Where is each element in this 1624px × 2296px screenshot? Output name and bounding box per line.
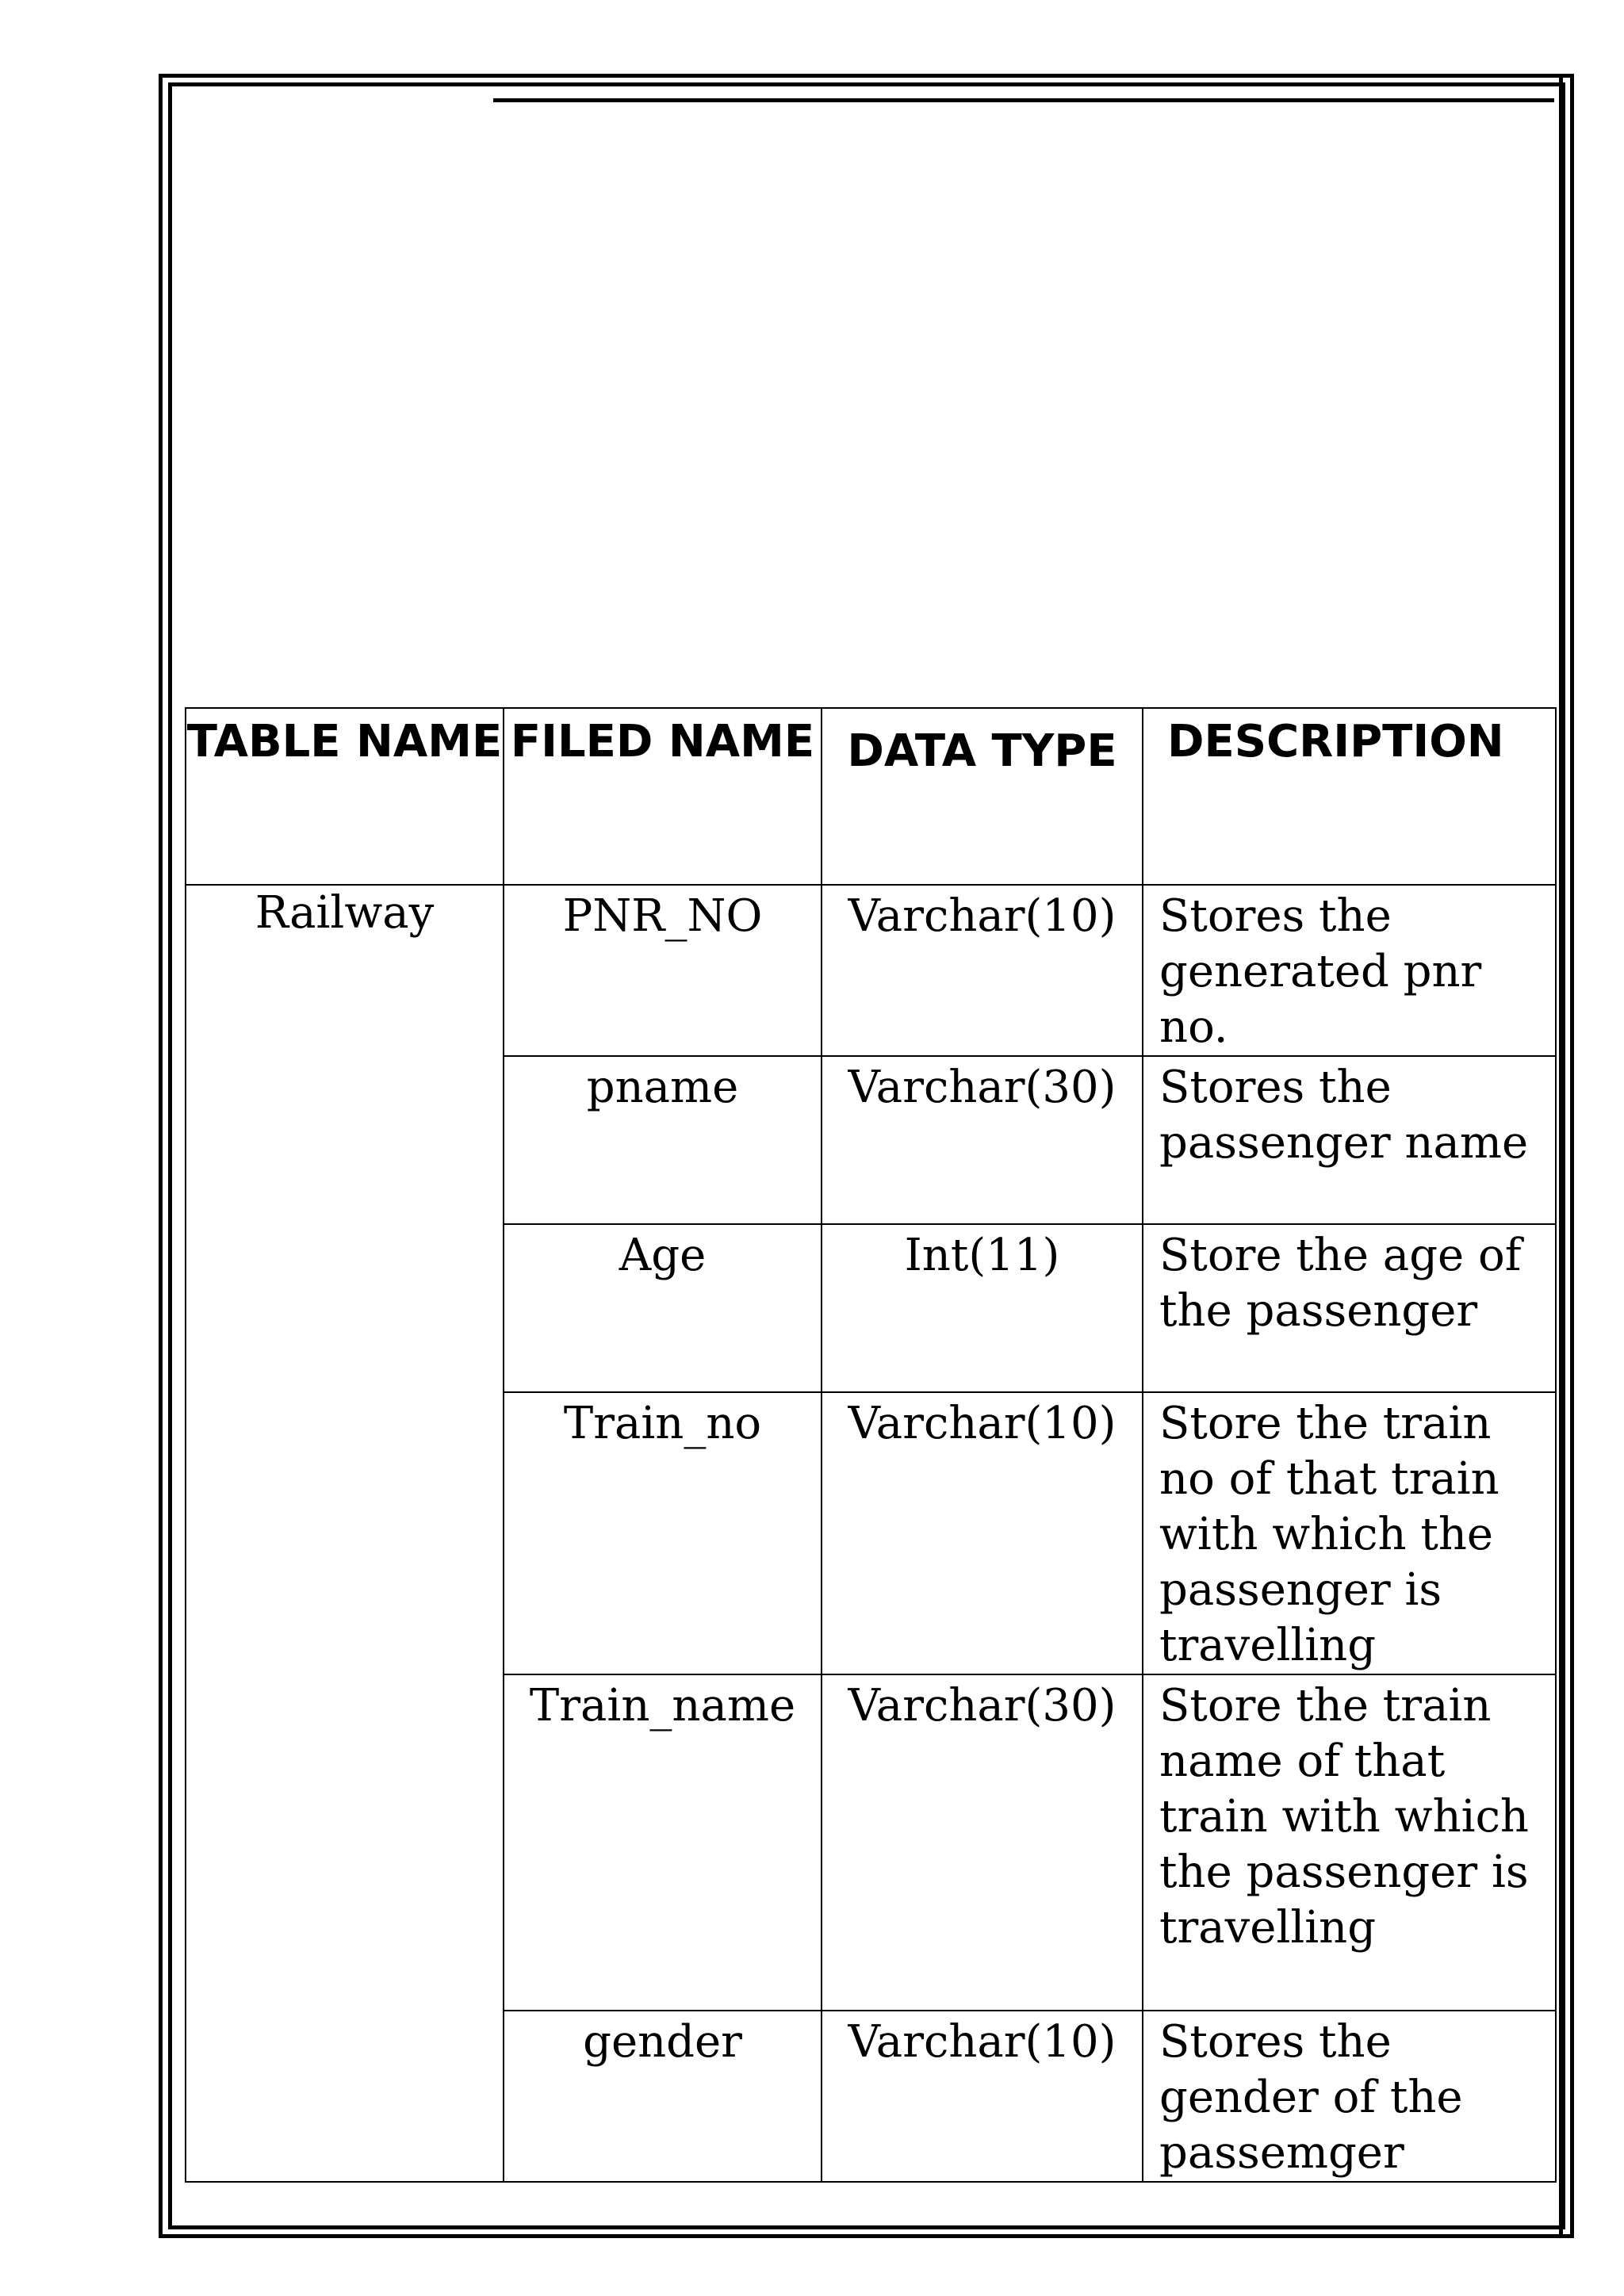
type-cell: Varchar(10) xyxy=(822,885,1143,1056)
description-cell: Stores the generated pnr no. xyxy=(1143,885,1556,1056)
table-row xyxy=(186,885,1556,1056)
field-cell: gender xyxy=(504,2011,822,2182)
field-cell: Age xyxy=(504,1224,822,1392)
type-cell: Varchar(30) xyxy=(822,1056,1143,1224)
description-cell: Store the age of the passenger xyxy=(1143,1224,1556,1392)
table-name-cell: Railway xyxy=(186,885,504,2182)
description-cell: Stores the gender of the passemger xyxy=(1143,2011,1556,2182)
header-rule xyxy=(493,98,1554,102)
type-cell: Varchar(10) xyxy=(822,2011,1143,2182)
field-cell: Train_name xyxy=(504,1674,822,2011)
type-cell: Varchar(10) xyxy=(822,1392,1143,1674)
header-row xyxy=(186,708,1556,885)
type-cell: Int(11) xyxy=(822,1224,1143,1392)
page-border-right-line xyxy=(1559,74,1563,2238)
header-data-type: DATA TYPE xyxy=(822,708,1143,885)
type-cell: Varchar(30) xyxy=(822,1674,1143,2011)
description-cell: Store the train no of that train with which the passenger is travelling xyxy=(1143,1392,1556,1674)
header-table-name: TABLE NAME xyxy=(186,708,504,885)
header-field-name: FILED NAME xyxy=(504,708,822,885)
description-cell: Stores the passenger name xyxy=(1143,1056,1556,1224)
header-description: DESCRIPTION xyxy=(1143,708,1556,885)
description-cell: Store the train name of that train with which the passenger is travelling xyxy=(1143,1674,1556,2011)
field-cell: pname xyxy=(504,1056,822,1224)
field-cell: Train_no xyxy=(504,1392,822,1674)
field-cell: PNR_NO xyxy=(504,885,822,1056)
schema-table xyxy=(185,707,1557,2183)
